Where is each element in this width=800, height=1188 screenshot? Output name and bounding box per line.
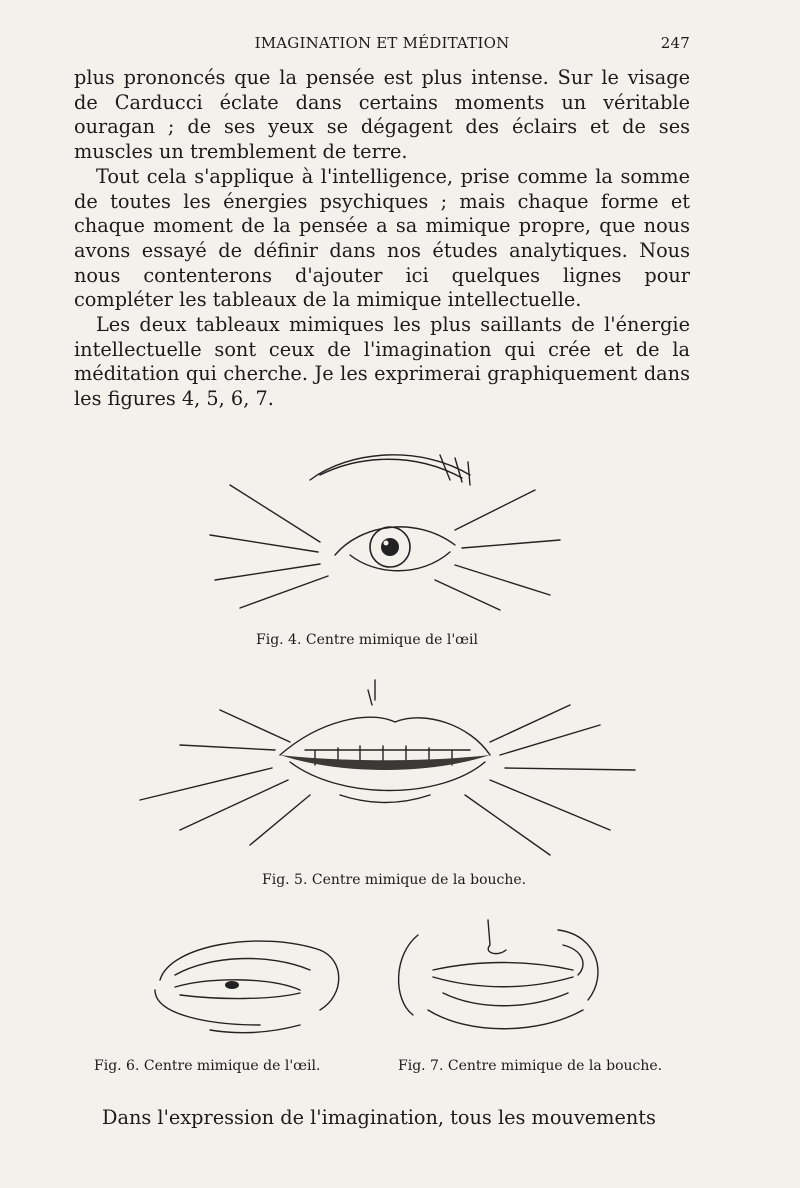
fig5-caption: Fig. 5. Centre mimique de la bouche. xyxy=(262,872,527,888)
paragraph-1: plus prononcés que la pensée est plus intense. Sur le visage de Carducci éclate dans certains moments un véritable ouragan ; de ses yeux se dégagent des éclairs et de ses muscles un tremblement de terre. xyxy=(74,66,690,164)
page-number: 247 xyxy=(660,34,690,52)
fig4-eye-illustration xyxy=(200,430,590,630)
fig7-mouth-illustration xyxy=(388,915,618,1045)
running-head xyxy=(74,34,690,54)
body-text xyxy=(74,66,690,412)
fig5-mouth-illustration xyxy=(140,680,640,860)
fig6-caption: Fig. 6. Centre mimique de l'œil. xyxy=(94,1058,321,1074)
running-title: IMAGINATION ET MÉDITATION xyxy=(254,34,510,52)
fig4-caption: Fig. 4. Centre mimique de l'œil xyxy=(256,632,478,648)
paragraph-2: Tout cela s'applique à l'intelligence, prise comme la somme de toutes les énergies psychiques ; mais chaque forme et chaque moment de la pensée a sa mimique propre, que nous avons essayé de définir dans nos études analytiques. Nous nous contenterons d'ajouter ici quelques lignes pour compléter les tableaux de la mimique intellectuelle. xyxy=(74,164,690,312)
fig6-eye-illustration xyxy=(150,925,350,1040)
closing-line: Dans l'expression de l'imagination, tous les mouvements xyxy=(102,1106,656,1129)
fig7-caption: Fig. 7. Centre mimique de la bouche. xyxy=(398,1058,663,1074)
paragraph-3: Les deux tableaux mimiques les plus saillants de l'énergie intellectuelle sont ceux de l'imagination qui crée et de la méditation qui cherche. Je les exprimerai graphiquement dans les figures 4, 5, 6, 7. xyxy=(74,313,690,411)
